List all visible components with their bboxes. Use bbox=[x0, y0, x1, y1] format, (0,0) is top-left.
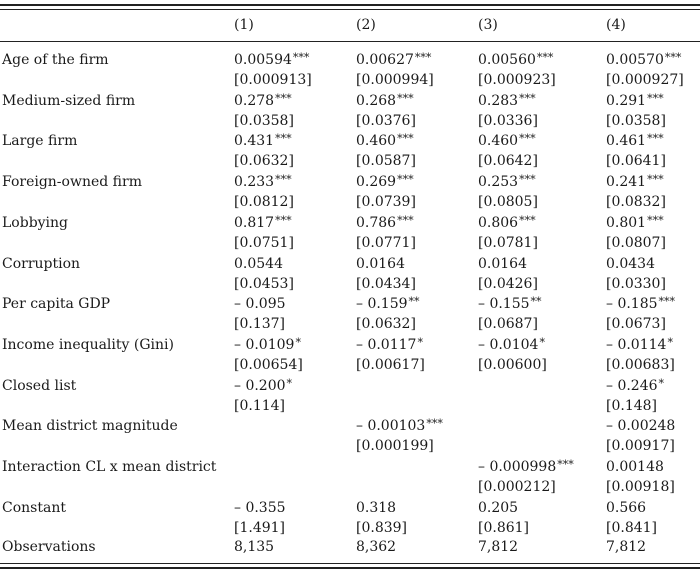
std-error-cell: [0.000199] bbox=[356, 438, 434, 454]
table-bottom-rule bbox=[0, 563, 700, 564]
std-error-cell: [0.0807] bbox=[606, 235, 666, 251]
coefficient-cell: 0.00148 bbox=[606, 459, 664, 475]
coefficient-cell: 0.806*** bbox=[478, 214, 536, 231]
significance-stars: * bbox=[286, 377, 293, 390]
significance-stars: *** bbox=[275, 214, 292, 227]
column-header: (1) bbox=[234, 17, 254, 33]
std-error-cell: [0.839] bbox=[356, 520, 408, 536]
std-error-cell: [0.0739] bbox=[356, 194, 416, 210]
significance-stars: ** bbox=[530, 295, 542, 308]
std-error-cell: [0.0832] bbox=[606, 194, 666, 210]
std-error-cell: [1.491] bbox=[234, 520, 286, 536]
row-label: Medium-sized firm bbox=[2, 93, 136, 109]
std-error-cell: [0.0642] bbox=[478, 153, 538, 169]
coefficient-cell: 0.00560*** bbox=[478, 51, 554, 68]
std-error-cell: [0.00600] bbox=[478, 357, 547, 373]
significance-stars: *** bbox=[275, 173, 292, 186]
std-error-cell: [0.0812] bbox=[234, 194, 294, 210]
significance-stars: *** bbox=[519, 132, 536, 145]
std-error-cell: [0.00683] bbox=[606, 357, 675, 373]
significance-stars: * bbox=[667, 336, 673, 349]
std-error-cell: [0.00918] bbox=[606, 479, 675, 495]
coefficient-cell: 0.283*** bbox=[478, 92, 536, 109]
coefficient-cell: 0.566 bbox=[606, 500, 647, 516]
std-error-cell: [0.114] bbox=[234, 398, 286, 414]
coefficient-cell: 0.253*** bbox=[478, 173, 536, 190]
column-header: (3) bbox=[478, 17, 498, 33]
significance-stars: *** bbox=[647, 173, 664, 186]
column-header: (2) bbox=[356, 17, 376, 33]
coefficient-cell: 0.817*** bbox=[234, 214, 292, 231]
std-error-cell: [0.0632] bbox=[356, 316, 416, 332]
coefficient-cell: 0.318 bbox=[356, 500, 397, 516]
significance-stars: ** bbox=[408, 295, 420, 308]
coefficient-cell: 0.461*** bbox=[606, 132, 664, 149]
std-error-cell: [0.000913] bbox=[234, 72, 312, 88]
row-label: Age of the firm bbox=[2, 52, 109, 68]
std-error-cell: [0.0781] bbox=[478, 235, 538, 251]
significance-stars: *** bbox=[557, 458, 574, 471]
coefficient-cell: – 0.095 bbox=[234, 296, 286, 312]
significance-stars: *** bbox=[397, 173, 414, 186]
observations-cell: 7,812 bbox=[478, 539, 519, 555]
std-error-cell: [0.0805] bbox=[478, 194, 538, 210]
significance-stars: *** bbox=[414, 51, 432, 64]
coefficient-cell: – 0.00248 bbox=[606, 418, 676, 434]
coefficient-cell: – 0.246* bbox=[606, 377, 665, 394]
coefficient-cell: – 0.0117* bbox=[356, 336, 423, 353]
coefficient-cell: – 0.00103*** bbox=[356, 417, 443, 434]
row-label: Closed list bbox=[2, 378, 77, 394]
std-error-cell: [0.000927] bbox=[606, 72, 684, 88]
table-bottom-rule-2 bbox=[0, 567, 700, 569]
std-error-cell: [0.000212] bbox=[478, 479, 556, 495]
std-error-cell: [0.0587] bbox=[356, 153, 416, 169]
row-label: Per capita GDP bbox=[2, 296, 111, 312]
significance-stars: *** bbox=[397, 92, 414, 105]
row-label: Interaction CL x mean district bbox=[2, 459, 217, 475]
row-label: Foreign-owned firm bbox=[2, 174, 142, 190]
std-error-cell: [0.0687] bbox=[478, 316, 538, 332]
coefficient-cell: – 0.355 bbox=[234, 500, 286, 516]
observations-cell: 8,135 bbox=[234, 539, 275, 555]
std-error-cell: [0.00617] bbox=[356, 357, 425, 373]
coefficient-cell: – 0.200* bbox=[234, 377, 293, 394]
coefficient-cell: 0.801*** bbox=[606, 214, 664, 231]
significance-stars: *** bbox=[664, 51, 682, 64]
coefficient-cell: 0.205 bbox=[478, 500, 519, 516]
significance-stars: *** bbox=[647, 214, 664, 227]
std-error-cell: [0.0673] bbox=[606, 316, 666, 332]
std-error-cell: [0.861] bbox=[478, 520, 530, 536]
coefficient-cell: – 0.0109* bbox=[234, 336, 301, 353]
significance-stars: *** bbox=[397, 132, 414, 145]
significance-stars: *** bbox=[536, 51, 554, 64]
significance-stars: *** bbox=[519, 92, 536, 105]
coefficient-cell: 0.431*** bbox=[234, 132, 292, 149]
significance-stars: *** bbox=[397, 214, 414, 227]
std-error-cell: [0.0751] bbox=[234, 235, 294, 251]
significance-stars: *** bbox=[647, 132, 664, 145]
coefficient-cell: 0.278*** bbox=[234, 92, 292, 109]
significance-stars: * bbox=[539, 336, 545, 349]
coefficient-cell: 0.0434 bbox=[606, 256, 655, 272]
std-error-cell: [0.0358] bbox=[234, 113, 294, 129]
std-error-cell: [0.00917] bbox=[606, 438, 675, 454]
coefficient-cell: 0.0164 bbox=[356, 256, 405, 272]
coefficient-cell: – 0.0114* bbox=[606, 336, 673, 353]
table-top-rule-2 bbox=[0, 9, 700, 10]
coefficient-cell: 0.460*** bbox=[356, 132, 414, 149]
coefficient-cell: 0.0544 bbox=[234, 256, 283, 272]
column-header: (4) bbox=[606, 17, 626, 33]
std-error-cell: [0.0336] bbox=[478, 113, 538, 129]
coefficient-cell: 0.0164 bbox=[478, 256, 527, 272]
significance-stars: * bbox=[295, 336, 301, 349]
table-header-rule bbox=[0, 41, 700, 42]
std-error-cell: [0.137] bbox=[234, 316, 286, 332]
significance-stars: *** bbox=[658, 295, 676, 308]
coefficient-cell: 0.268*** bbox=[356, 92, 414, 109]
coefficient-cell: – 0.155** bbox=[478, 295, 542, 312]
coefficient-cell: 0.233*** bbox=[234, 173, 292, 190]
std-error-cell: [0.00654] bbox=[234, 357, 303, 373]
std-error-cell: [0.841] bbox=[606, 520, 658, 536]
coefficient-cell: 0.786*** bbox=[356, 214, 414, 231]
significance-stars: *** bbox=[292, 51, 310, 64]
std-error-cell: [0.0376] bbox=[356, 113, 416, 129]
coefficient-cell: – 0.000998*** bbox=[478, 458, 574, 475]
std-error-cell: [0.0330] bbox=[606, 276, 666, 292]
std-error-cell: [0.0771] bbox=[356, 235, 416, 251]
significance-stars: * bbox=[658, 377, 665, 390]
significance-stars: *** bbox=[647, 92, 664, 105]
std-error-cell: [0.0434] bbox=[356, 276, 416, 292]
coefficient-cell: – 0.185*** bbox=[606, 295, 676, 312]
row-label: Mean district magnitude bbox=[2, 418, 178, 434]
observations-cell: 8,362 bbox=[356, 539, 397, 555]
std-error-cell: [0.0632] bbox=[234, 153, 294, 169]
row-label: Lobbying bbox=[2, 215, 69, 231]
coefficient-cell: 0.269*** bbox=[356, 173, 414, 190]
coefficient-cell: 0.00594*** bbox=[234, 51, 310, 68]
std-error-cell: [0.0358] bbox=[606, 113, 666, 129]
row-label: Constant bbox=[2, 500, 66, 516]
significance-stars: *** bbox=[519, 214, 536, 227]
coefficient-cell: – 0.0104* bbox=[478, 336, 545, 353]
table-top-rule bbox=[0, 4, 700, 6]
coefficient-cell: – 0.159** bbox=[356, 295, 420, 312]
significance-stars: *** bbox=[519, 173, 536, 186]
std-error-cell: [0.0453] bbox=[234, 276, 294, 292]
row-label: Corruption bbox=[2, 256, 81, 272]
coefficient-cell: 0.291*** bbox=[606, 92, 664, 109]
std-error-cell: [0.000994] bbox=[356, 72, 434, 88]
row-label: Large firm bbox=[2, 133, 78, 149]
coefficient-cell: 0.00570*** bbox=[606, 51, 682, 68]
significance-stars: *** bbox=[275, 132, 292, 145]
observations-cell: 7,812 bbox=[606, 539, 647, 555]
coefficient-cell: 0.241*** bbox=[606, 173, 664, 190]
significance-stars: *** bbox=[426, 417, 443, 430]
std-error-cell: [0.0426] bbox=[478, 276, 538, 292]
std-error-cell: [0.0641] bbox=[606, 153, 666, 169]
std-error-cell: [0.000923] bbox=[478, 72, 556, 88]
coefficient-cell: 0.460*** bbox=[478, 132, 536, 149]
observations-label: Observations bbox=[2, 539, 96, 555]
coefficient-cell: 0.00627*** bbox=[356, 51, 432, 68]
significance-stars: *** bbox=[275, 92, 292, 105]
significance-stars: * bbox=[417, 336, 423, 349]
std-error-cell: [0.148] bbox=[606, 398, 658, 414]
row-label: Income inequality (Gini) bbox=[2, 337, 174, 353]
